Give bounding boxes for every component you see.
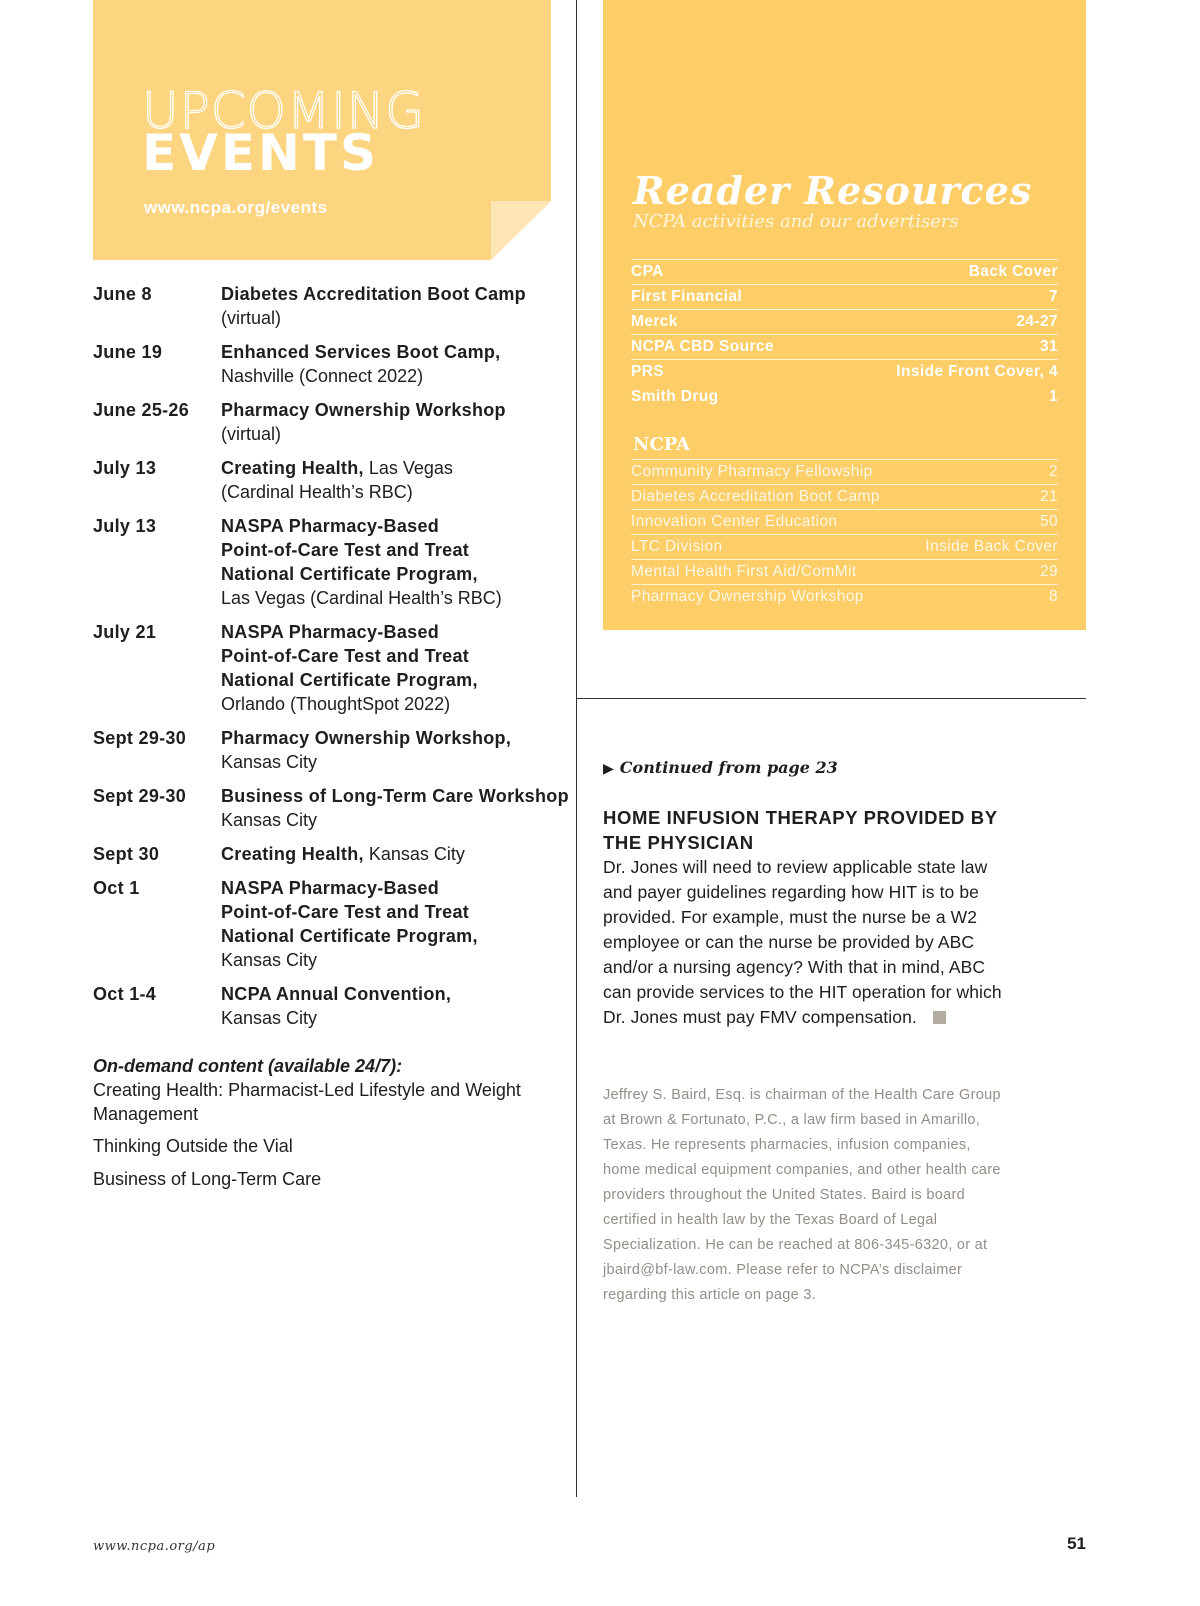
- ncpa-item-name: Community Pharmacy Fellowship: [631, 463, 873, 480]
- reader-resources-title: Reader Resources: [633, 168, 1033, 213]
- ncpa-item-name: Diabetes Accreditation Boot Camp: [631, 488, 880, 505]
- continued-note: [603, 758, 838, 777]
- advertiser-page: 31: [1039, 338, 1058, 355]
- ncpa-item-name: Mental Health First Aid/ComMit: [631, 563, 857, 580]
- ncpa-item-page: 50: [1039, 513, 1058, 530]
- event-title: NCPA Annual Convention,: [221, 984, 452, 1004]
- ncpa-item-name: Innovation Center Education: [631, 513, 838, 530]
- ncpa-row: [631, 584, 1058, 609]
- event-title: Diabetes Accreditation Boot Camp: [221, 284, 526, 304]
- ncpa-row: [631, 534, 1058, 559]
- advertiser-page: Inside Front Cover, 4: [896, 363, 1058, 380]
- event-title-line: National Certificate Program,: [221, 926, 478, 946]
- event-title: Enhanced Services Boot Camp,: [221, 342, 501, 362]
- article-heading: HOME INFUSION THERAPY PROVIDED BY THE PHYSICIAN: [603, 807, 998, 853]
- event-title: Business of Long-Term Care Workshop: [221, 786, 569, 806]
- event-date: Sept 30: [93, 844, 160, 864]
- event-title-line: NASPA Pharmacy-Based: [221, 878, 440, 898]
- event-title: Pharmacy Ownership Workshop: [221, 400, 506, 420]
- article-body-text: Dr. Jones will need to review applicable state law and payer guidelines regarding how HIT is to be provided. For example, must the nurse be a W2 employee or can the nurse be provided by ABC and/or a nursing agency? With that in mind, ABC can provide services to the HIT operation for which Dr. Jones must pay FMV compensation.: [603, 857, 1002, 1027]
- event-title: Creating Health,: [221, 458, 364, 478]
- event-date: July 13: [93, 458, 157, 478]
- event-title-line: Point-of-Care Test and Treat: [221, 540, 470, 560]
- advertiser-name: First Financial: [631, 288, 743, 305]
- event-detail: Nashville (Connect 2022): [221, 366, 424, 386]
- ncpa-item-page: 21: [1039, 488, 1058, 505]
- advertiser-name: CPA: [631, 263, 664, 280]
- event-detail: Kansas City: [221, 950, 318, 970]
- event-detail: (Cardinal Health’s RBC): [221, 482, 413, 502]
- event-date: Sept 29-30: [93, 728, 187, 748]
- event-title-line: National Certificate Program,: [221, 564, 478, 584]
- advertiser-name: Merck: [631, 313, 678, 330]
- advertiser-row: [631, 359, 1058, 384]
- ncpa-item-page: 2: [1048, 463, 1058, 480]
- advertiser-row: [631, 384, 1058, 409]
- event-title-line: Point-of-Care Test and Treat: [221, 646, 470, 666]
- ncpa-row: [631, 559, 1058, 584]
- triangle-right-icon: ▶: [603, 761, 614, 777]
- reader-resources-subtitle: NCPA activities and our advertisers: [633, 211, 959, 232]
- event-detail: Kansas City: [221, 810, 318, 830]
- end-square-icon: [933, 1011, 946, 1024]
- on-demand-item: Business of Long-Term Care: [93, 1169, 322, 1189]
- events-title-upcoming: UPCOMING: [142, 82, 426, 140]
- advertiser-row: [631, 309, 1058, 334]
- events-title-events: EVENTS: [142, 124, 379, 182]
- event-title-line: NASPA Pharmacy-Based: [221, 516, 440, 536]
- advertiser-row: [631, 259, 1058, 284]
- event-date: June 19: [93, 342, 163, 362]
- ncpa-item-name: Pharmacy Ownership Workshop: [631, 588, 864, 605]
- event-detail: (virtual): [221, 308, 282, 328]
- continued-text: Continued from page 23: [619, 758, 838, 777]
- ncpa-row: [631, 459, 1058, 484]
- ncpa-item-name: LTC Division: [631, 538, 723, 555]
- event-title: Pharmacy Ownership Workshop,: [221, 728, 512, 748]
- advertiser-row: [631, 284, 1058, 309]
- event-inline-detail: Kansas City: [363, 844, 465, 864]
- ncpa-item-page: Inside Back Cover: [925, 538, 1058, 555]
- event-title-line: NASPA Pharmacy-Based: [221, 622, 440, 642]
- event-date: June 8: [93, 284, 152, 304]
- event-inline-detail: Las Vegas: [363, 458, 453, 478]
- event-date: Oct 1-4: [93, 984, 157, 1004]
- advertiser-page: 24-27: [1016, 313, 1058, 330]
- event-detail: Las Vegas (Cardinal Health’s RBC): [221, 588, 502, 608]
- event-detail: Kansas City: [221, 1008, 318, 1028]
- event-detail: (virtual): [221, 424, 282, 444]
- advertiser-name: Smith Drug: [631, 387, 719, 405]
- event-detail: Kansas City: [221, 752, 318, 772]
- author-bio: Jeffrey S. Baird, Esq. is chairman of the Health Care Group at Brown & Fortunato, P.C., a law firm based in Amarillo, Texas. He represents pharmacies, infusion companies, home medical equipment companies, and other health care providers throughout the United States. Baird is board certified in health law by the Texas Board of Legal Specialization. He can be reached at 806-345-6320, or at jbaird@bf-law.com. Please refer to NCPA’s disclaimer regarding this article on page 3.: [603, 1087, 1001, 1303]
- section-divider: [576, 698, 1086, 699]
- on-demand-item: Thinking Outside the Vial: [93, 1136, 293, 1156]
- event-title: Creating Health,: [221, 844, 364, 864]
- advertiser-page: 7: [1048, 288, 1058, 305]
- on-demand-heading: On-demand content (available 24/7):: [93, 1056, 403, 1076]
- page-number: 51: [1067, 1534, 1086, 1553]
- event-date: Sept 29-30: [93, 786, 187, 806]
- event-date: July 21: [93, 622, 157, 642]
- on-demand-item: Creating Health: Pharmacist-Led Lifestyle and Weight Management: [93, 1080, 521, 1124]
- event-title-line: National Certificate Program,: [221, 670, 478, 690]
- event-date: July 13: [93, 516, 157, 536]
- advertiser-name: PRS: [631, 363, 665, 380]
- event-title-line: Point-of-Care Test and Treat: [221, 902, 470, 922]
- ncpa-item-page: 8: [1048, 588, 1058, 605]
- events-url-link[interactable]: www.ncpa.org/events: [144, 198, 328, 217]
- event-date: June 25-26: [93, 400, 190, 420]
- advertiser-row: [631, 334, 1058, 359]
- ncpa-row: [631, 509, 1058, 534]
- advertiser-name: NCPA CBD Source: [631, 338, 774, 355]
- advertiser-page: Back Cover: [968, 263, 1058, 280]
- advertiser-page: 1: [1048, 387, 1058, 405]
- events-header-fold: [491, 201, 551, 260]
- article-body: [603, 855, 1013, 1030]
- event-detail: Orlando (ThoughtSpot 2022): [221, 694, 451, 714]
- ncpa-row: [631, 484, 1058, 509]
- ncpa-item-page: 29: [1039, 563, 1058, 580]
- event-date: Oct 1: [93, 878, 140, 898]
- footer-url[interactable]: www.ncpa.org/ap: [93, 1539, 216, 1554]
- column-divider: [576, 0, 577, 1497]
- ncpa-section-heading: NCPA: [633, 434, 690, 455]
